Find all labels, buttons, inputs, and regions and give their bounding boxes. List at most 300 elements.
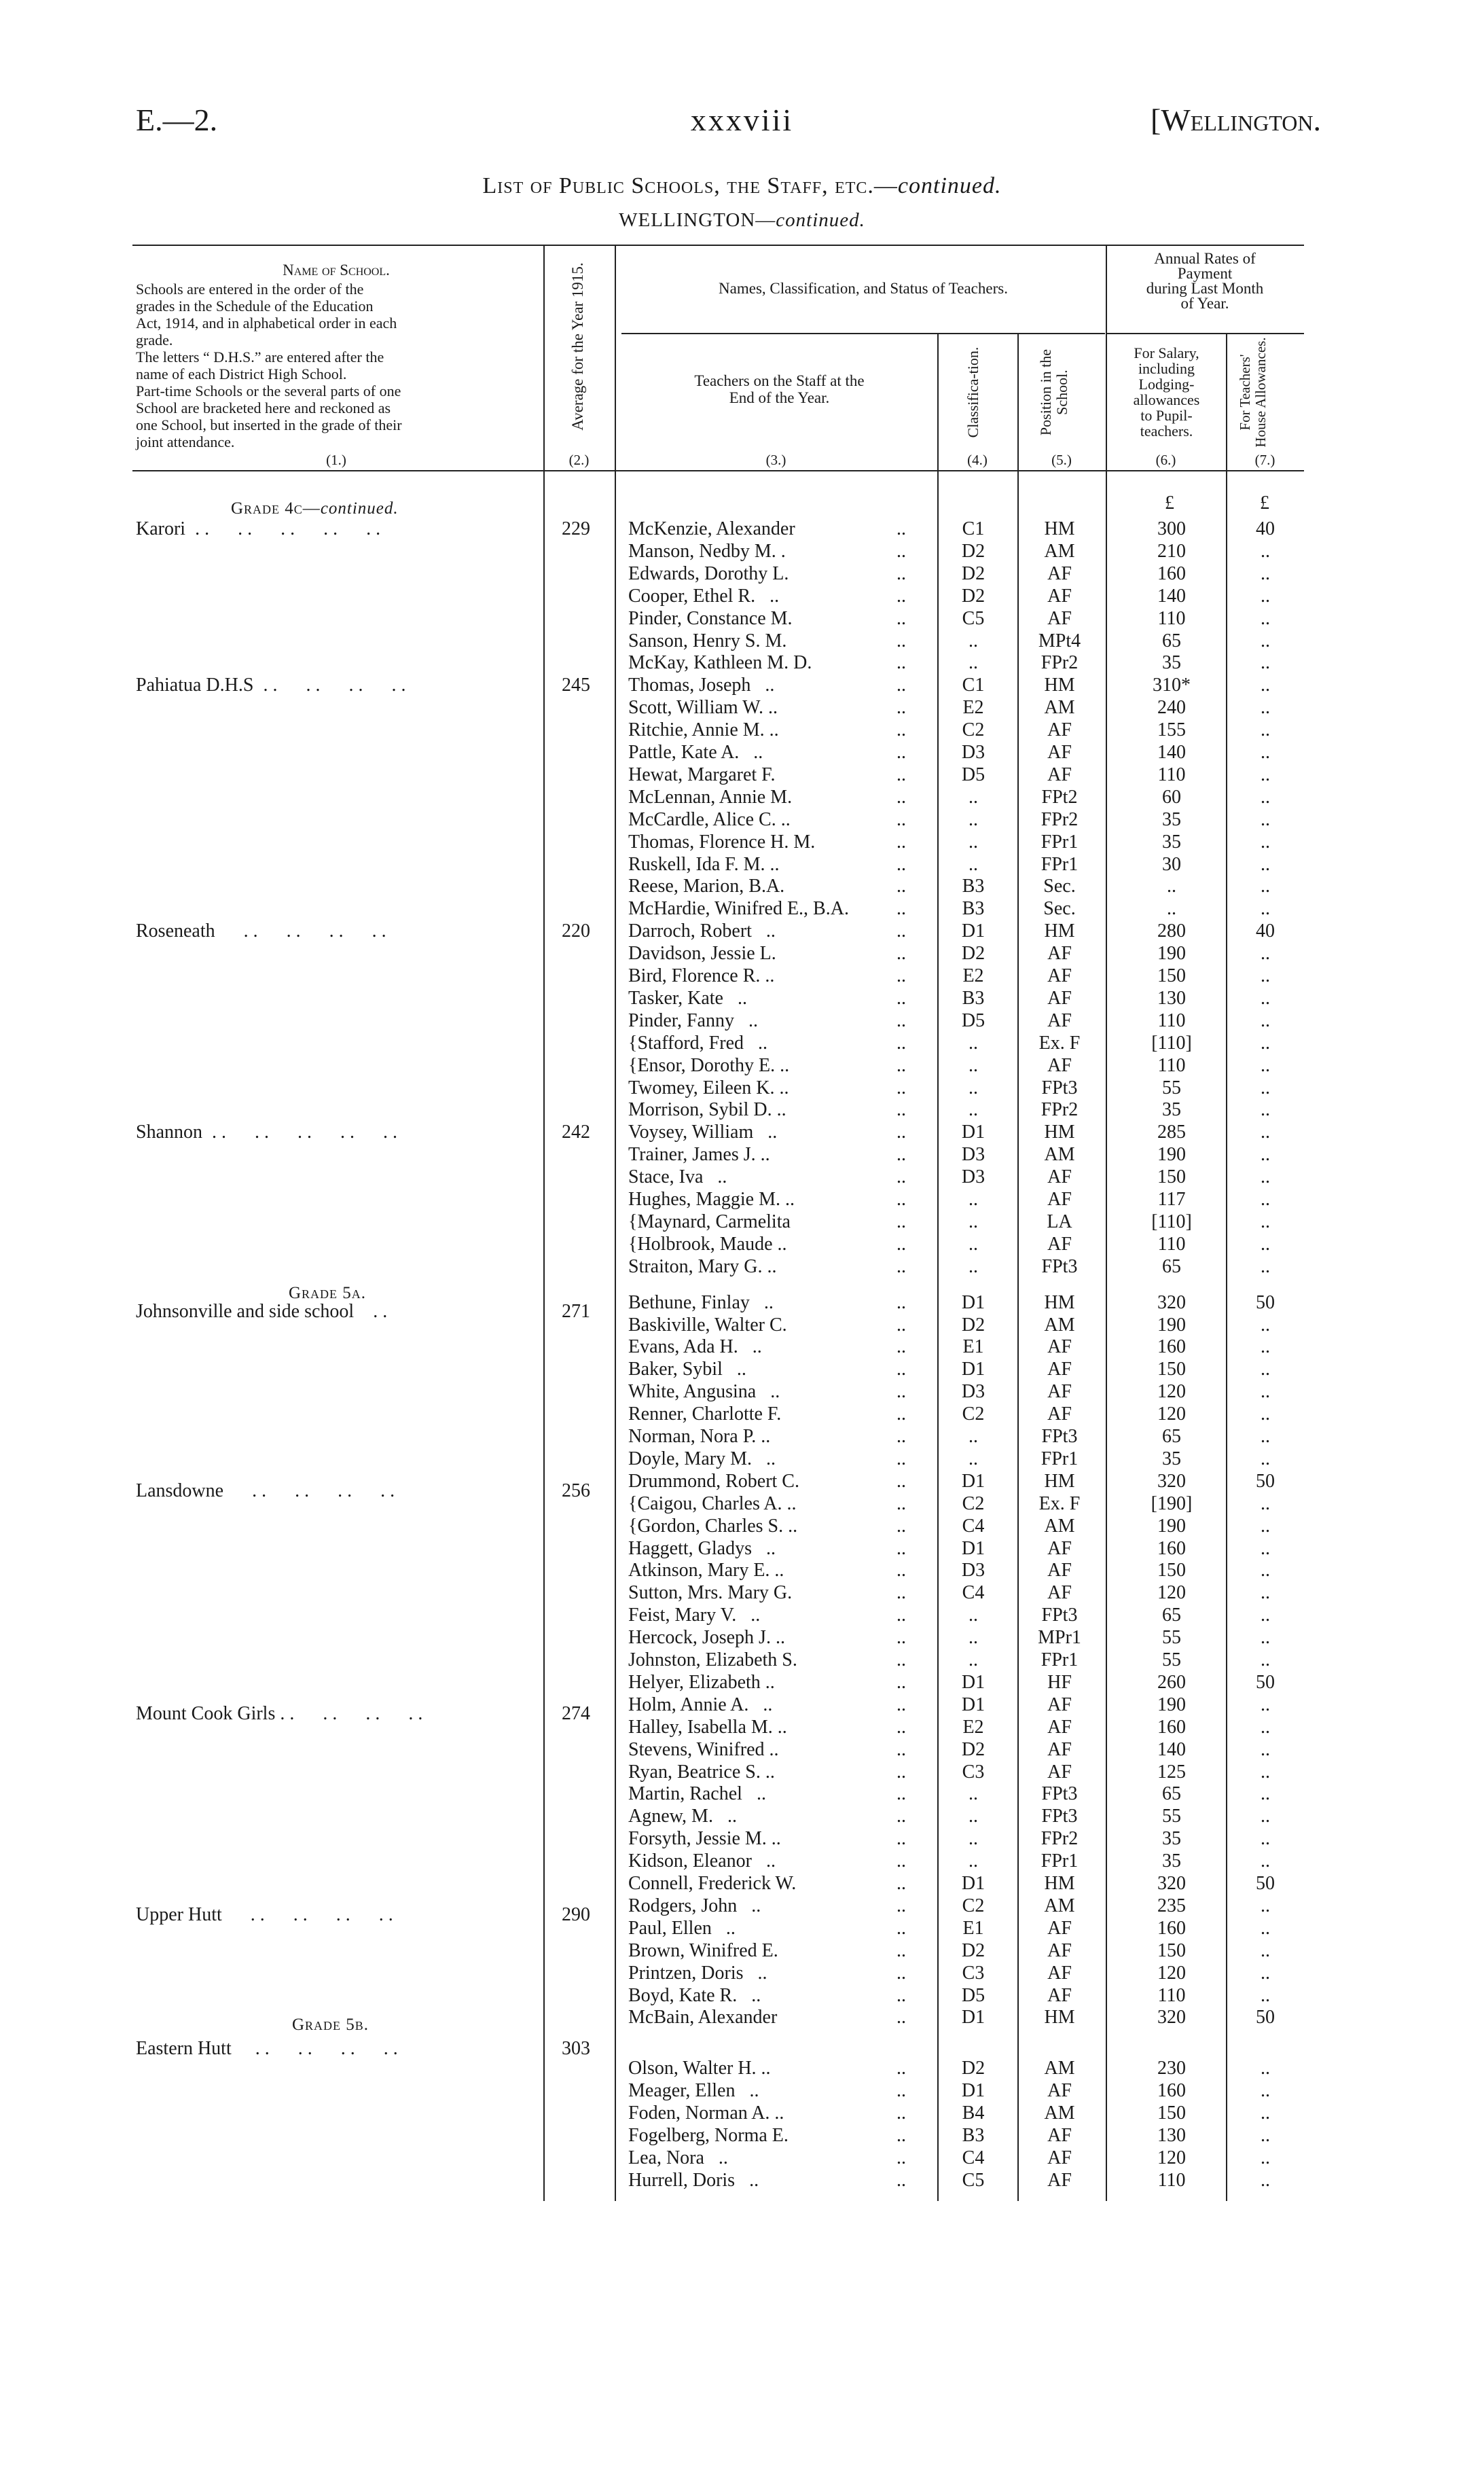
teacher-classification: E1 bbox=[962, 1917, 984, 1939]
teacher-name: Sutton, Mrs. Mary G. bbox=[628, 1582, 793, 1604]
teacher-row bbox=[0, 1144, 1484, 1166]
teacher-position: AF bbox=[1047, 1009, 1072, 1031]
teacher-position: FPt3 bbox=[1041, 1077, 1078, 1098]
teacher-row bbox=[0, 2103, 1484, 2125]
teacher-classification: C5 bbox=[962, 607, 985, 629]
teacher-name: Darroch, Robert .. bbox=[628, 920, 776, 942]
teacher-salary: 260 bbox=[1157, 1671, 1186, 1693]
teacher-name: Brown, Winifred E. bbox=[628, 1939, 778, 1961]
teacher-house-allowance: .. bbox=[1261, 764, 1270, 785]
teacher-house-allowance: 40 bbox=[1256, 920, 1275, 942]
teacher-row bbox=[0, 518, 1484, 541]
teacher-name: Connell, Frederick W. bbox=[628, 1873, 797, 1894]
teacher-row bbox=[0, 988, 1484, 1010]
school-average: 303 bbox=[562, 2038, 590, 2059]
leader-dots: .. bbox=[897, 2103, 906, 2124]
grade-heading-5b: Grade 5b. bbox=[292, 2016, 369, 2034]
leader-dots: .. bbox=[897, 764, 906, 785]
teacher-house-allowance: .. bbox=[1261, 876, 1270, 897]
leader-dots: .. bbox=[897, 987, 906, 1009]
teacher-name: Ryan, Beatrice S. .. bbox=[628, 1761, 775, 1783]
school-leader-dots: . . . . . . . . bbox=[215, 920, 386, 942]
teacher-row bbox=[0, 719, 1484, 742]
teacher-salary: 55 bbox=[1162, 1806, 1181, 1827]
teacher-position: AF bbox=[1047, 1381, 1072, 1403]
teacher-house-allowance: .. bbox=[1261, 652, 1270, 674]
teacher-classification: D2 bbox=[961, 1939, 985, 1961]
leader-dots: .. bbox=[897, 1314, 906, 1336]
teacher-classification: C1 bbox=[962, 518, 985, 539]
teacher-classification: D5 bbox=[961, 1984, 985, 2006]
teacher-row bbox=[0, 1850, 1484, 1873]
col1-note-line: School are bracketed here and reckoned as bbox=[136, 399, 391, 416]
teacher-house-allowance: .. bbox=[1261, 1426, 1270, 1447]
teacher-row bbox=[0, 1761, 1484, 1784]
leader-dots: .. bbox=[897, 1716, 906, 1738]
leader-dots: .. bbox=[897, 719, 906, 741]
leader-dots: .. bbox=[897, 1649, 906, 1670]
school-name-text: Pahiatua D.H.S bbox=[136, 675, 254, 696]
col67-header-line: Payment bbox=[1177, 265, 1233, 282]
teacher-name: Thomas, Joseph .. bbox=[628, 675, 775, 696]
teacher-row bbox=[0, 809, 1484, 831]
teacher-house-allowance: 50 bbox=[1256, 1291, 1275, 1313]
leader-dots: .. bbox=[897, 853, 906, 875]
teacher-row bbox=[0, 1426, 1484, 1448]
teacher-name: Bird, Florence R. .. bbox=[628, 965, 775, 986]
teacher-house-allowance: .. bbox=[1261, 1582, 1270, 1604]
leader-dots: .. bbox=[897, 1895, 906, 1916]
school-average: 245 bbox=[562, 675, 590, 696]
teacher-salary: 35 bbox=[1162, 831, 1181, 853]
teacher-classification: .. bbox=[969, 1189, 978, 1210]
teacher-name: {Ensor, Dorothy E. .. bbox=[628, 1054, 790, 1076]
teacher-position: AF bbox=[1047, 585, 1072, 607]
teacher-row bbox=[0, 608, 1484, 630]
col6-header bbox=[1107, 345, 1226, 439]
teacher-classification: D3 bbox=[961, 1381, 985, 1403]
teacher-row bbox=[0, 1493, 1484, 1516]
teacher-classification: D1 bbox=[961, 1873, 985, 1894]
teacher-classification: .. bbox=[969, 1211, 978, 1232]
teacher-position: Sec. bbox=[1043, 898, 1076, 920]
school-average: 242 bbox=[562, 1122, 590, 1143]
teacher-row bbox=[0, 1471, 1484, 1493]
teacher-salary: 190 bbox=[1157, 1694, 1186, 1715]
teacher-house-allowance: .. bbox=[1261, 562, 1270, 584]
teacher-classification: D1 bbox=[961, 1470, 985, 1492]
leader-dots: .. bbox=[897, 585, 906, 607]
school-leader-dots: . . . . . . . . bbox=[231, 2038, 398, 2059]
col-number-3: (3.) bbox=[765, 452, 786, 468]
teacher-name: Stevens, Winifred .. bbox=[628, 1738, 779, 1760]
teacher-position: AF bbox=[1047, 943, 1072, 965]
teacher-salary: 130 bbox=[1157, 2125, 1186, 2146]
teacher-classification: D3 bbox=[961, 1144, 985, 1166]
teacher-salary: .. bbox=[1167, 898, 1176, 920]
col1-title: Name of School. bbox=[283, 262, 390, 279]
teacher-salary: 190 bbox=[1157, 1144, 1186, 1166]
teacher-classification: .. bbox=[969, 1255, 978, 1277]
teacher-salary: 30 bbox=[1162, 853, 1181, 875]
teacher-row bbox=[0, 652, 1484, 675]
teacher-salary: 210 bbox=[1157, 540, 1186, 562]
teacher-name: McLennan, Annie M. bbox=[628, 786, 793, 808]
region-title bbox=[0, 209, 1484, 232]
leader-dots: .. bbox=[897, 742, 906, 763]
teacher-name: Agnew, M. .. bbox=[628, 1806, 737, 1827]
teacher-name: McKay, Kathleen M. D. bbox=[628, 652, 812, 674]
teacher-house-allowance: .. bbox=[1261, 1336, 1270, 1358]
teacher-house-allowance: .. bbox=[1261, 808, 1270, 830]
teacher-row bbox=[0, 1783, 1484, 1806]
teacher-salary: 65 bbox=[1162, 1255, 1181, 1277]
teacher-classification: .. bbox=[969, 1783, 978, 1805]
teacher-position: FPr1 bbox=[1040, 853, 1079, 875]
leader-dots: .. bbox=[897, 1850, 906, 1872]
teacher-row bbox=[0, 2007, 1484, 2029]
teacher-salary: 280 bbox=[1157, 920, 1186, 942]
teacher-name: Fogelberg, Norma E. bbox=[628, 2125, 789, 2146]
header-mid-rule-teachers bbox=[621, 333, 1105, 334]
leader-dots: .. bbox=[897, 1560, 906, 1581]
leader-dots: .. bbox=[897, 1738, 906, 1760]
teacher-position: Sec. bbox=[1043, 876, 1076, 897]
teacher-position: FPt3 bbox=[1041, 1605, 1078, 1626]
teacher-name: Drummond, Robert C. bbox=[628, 1470, 799, 1492]
teacher-name: Evans, Ada H. .. bbox=[628, 1336, 762, 1358]
teacher-house-allowance: .. bbox=[1261, 786, 1270, 808]
list-title bbox=[0, 173, 1484, 199]
leader-dots: .. bbox=[897, 1211, 906, 1232]
teacher-position: AF bbox=[1047, 1761, 1072, 1783]
teacher-row bbox=[0, 2147, 1484, 2170]
teacher-row bbox=[0, 1010, 1484, 1033]
teacher-position: AM bbox=[1044, 2058, 1075, 2079]
teacher-salary: 320 bbox=[1157, 1873, 1186, 1894]
leader-dots: .. bbox=[897, 1009, 906, 1031]
teacher-salary: 35 bbox=[1162, 1448, 1181, 1469]
teacher-classification: C3 bbox=[962, 1962, 985, 1984]
teacher-position: AM bbox=[1044, 1515, 1075, 1537]
teacher-salary: 160 bbox=[1157, 1716, 1186, 1738]
col-number-6: (6.) bbox=[1155, 452, 1176, 468]
leader-dots: .. bbox=[897, 1783, 906, 1805]
teacher-house-allowance: .. bbox=[1261, 697, 1270, 719]
school-average: 271 bbox=[562, 1301, 590, 1322]
teacher-row bbox=[0, 1055, 1484, 1077]
teacher-position: AF bbox=[1047, 562, 1072, 584]
col4-header: Classifica-tion. bbox=[964, 346, 981, 438]
leader-dots: .. bbox=[897, 1939, 906, 1961]
teacher-position: AF bbox=[1047, 965, 1072, 986]
teacher-salary: 160 bbox=[1157, 562, 1186, 584]
teacher-row bbox=[0, 764, 1484, 787]
col-number-2: (2.) bbox=[568, 452, 590, 468]
col6-header-line: to Pupil- bbox=[1140, 407, 1193, 424]
teacher-house-allowance: .. bbox=[1261, 1403, 1270, 1425]
leader-dots: .. bbox=[897, 1166, 906, 1188]
teacher-row bbox=[0, 965, 1484, 988]
leader-dots: .. bbox=[897, 2169, 906, 2191]
teacher-salary: 65 bbox=[1162, 1783, 1181, 1805]
teacher-salary: 65 bbox=[1162, 1605, 1181, 1626]
teacher-house-allowance: .. bbox=[1261, 1211, 1270, 1232]
leader-dots: .. bbox=[897, 1448, 906, 1469]
teacher-classification: D3 bbox=[961, 1166, 985, 1188]
teacher-salary: 120 bbox=[1157, 1962, 1186, 1984]
teacher-classification: .. bbox=[969, 652, 978, 674]
teacher-row bbox=[0, 675, 1484, 697]
teacher-position: FPr1 bbox=[1040, 1850, 1079, 1872]
teacher-house-allowance: .. bbox=[1261, 1077, 1270, 1098]
col6-header-line: allowances bbox=[1133, 391, 1200, 408]
teacher-house-allowance: .. bbox=[1261, 898, 1270, 920]
col6-header-line: Lodging- bbox=[1138, 376, 1195, 393]
leader-dots: .. bbox=[897, 831, 906, 853]
teacher-salary: 55 bbox=[1162, 1627, 1181, 1649]
school-leader-dots: . . . . . . . . bbox=[253, 675, 406, 696]
grade-label-cont: continued. bbox=[320, 499, 399, 518]
teacher-house-allowance: .. bbox=[1261, 2058, 1270, 2079]
col7-header: For Teachers' House Allowances. bbox=[1237, 337, 1269, 448]
teacher-classification: D3 bbox=[961, 742, 985, 763]
teacher-name: Forsyth, Jessie M. .. bbox=[628, 1828, 781, 1850]
teacher-name: Baker, Sybil .. bbox=[628, 1359, 746, 1380]
teacher-name: Doyle, Mary M. .. bbox=[628, 1448, 776, 1469]
teacher-name: Martin, Rachel .. bbox=[628, 1783, 766, 1805]
teacher-classification: D1 bbox=[961, 2080, 985, 2102]
teacher-classification: C3 bbox=[962, 1761, 985, 1783]
teacher-row bbox=[0, 2125, 1484, 2147]
teacher-salary: 150 bbox=[1157, 1560, 1186, 1581]
teacher-salary: 140 bbox=[1157, 1738, 1186, 1760]
teacher-position: AF bbox=[1047, 1537, 1072, 1559]
leader-dots: .. bbox=[897, 2125, 906, 2146]
leader-dots: .. bbox=[897, 1403, 906, 1425]
teacher-salary: 150 bbox=[1157, 1166, 1186, 1188]
teacher-salary: 35 bbox=[1162, 652, 1181, 674]
leader-dots: .. bbox=[897, 1381, 906, 1403]
school-average: 256 bbox=[562, 1480, 590, 1501]
teacher-classification: B3 bbox=[962, 876, 985, 897]
teacher-classification: D1 bbox=[961, 1359, 985, 1380]
teacher-row bbox=[0, 630, 1484, 653]
teacher-classification: .. bbox=[969, 1426, 978, 1447]
teacher-classification: .. bbox=[969, 630, 978, 651]
col1-note-line: one School, but inserted in the grade of their bbox=[136, 416, 402, 433]
teacher-name: Haggett, Gladys .. bbox=[628, 1537, 776, 1559]
teacher-house-allowance: .. bbox=[1261, 1605, 1270, 1626]
teacher-name: Trainer, James J. .. bbox=[628, 1144, 770, 1166]
teacher-name: Twomey, Eileen K. .. bbox=[628, 1077, 789, 1098]
teacher-position: AF bbox=[1047, 987, 1072, 1009]
teacher-classification: D2 bbox=[961, 1314, 985, 1336]
teacher-house-allowance: .. bbox=[1261, 1649, 1270, 1670]
teacher-row bbox=[0, 1963, 1484, 1985]
teacher-house-allowance: .. bbox=[1261, 1694, 1270, 1715]
teacher-row bbox=[0, 1403, 1484, 1426]
col1-note-line: Act, 1914, and in alphabetical order in each bbox=[136, 315, 397, 332]
leader-dots: .. bbox=[897, 1470, 906, 1492]
teacher-position: AF bbox=[1047, 719, 1072, 741]
teacher-house-allowance: .. bbox=[1261, 1032, 1270, 1054]
teacher-name: Ritchie, Annie M. .. bbox=[628, 719, 779, 741]
teacher-house-allowance: 50 bbox=[1256, 2007, 1275, 2028]
teacher-row bbox=[0, 541, 1484, 563]
leader-dots: .. bbox=[897, 965, 906, 986]
teacher-salary: 160 bbox=[1157, 1917, 1186, 1939]
leader-dots: .. bbox=[897, 1761, 906, 1783]
teacher-row bbox=[0, 1314, 1484, 1337]
teacher-position: Ex. F bbox=[1038, 1032, 1081, 1054]
col3-group-header: Names, Classification, and Status of Teachers. bbox=[719, 280, 1008, 297]
teacher-classification: D1 bbox=[961, 1694, 985, 1715]
teacher-salary: 190 bbox=[1157, 943, 1186, 965]
teacher-salary: 120 bbox=[1157, 2147, 1186, 2168]
teacher-row bbox=[0, 831, 1484, 854]
teacher-name: Printzen, Doris .. bbox=[628, 1962, 767, 1984]
teacher-name: Pattle, Kate A. .. bbox=[628, 742, 763, 763]
teacher-position: AF bbox=[1047, 1054, 1072, 1076]
teacher-name: Sanson, Henry S. M. bbox=[628, 630, 787, 651]
teacher-position: FPt3 bbox=[1041, 1783, 1078, 1805]
teacher-row bbox=[0, 2170, 1484, 2192]
teacher-name: Norman, Nora P. .. bbox=[628, 1426, 771, 1447]
teacher-salary: 230 bbox=[1157, 2058, 1186, 2079]
col-number-4: (4.) bbox=[967, 452, 988, 468]
teacher-position: FPr2 bbox=[1040, 652, 1079, 674]
teacher-position: MPr1 bbox=[1038, 1627, 1081, 1649]
teacher-house-allowance: .. bbox=[1261, 1984, 1270, 2006]
leader-dots: .. bbox=[897, 1627, 906, 1649]
teacher-house-allowance: .. bbox=[1261, 2080, 1270, 2102]
list-title-main: List of Public Schools, the Staff, etc.— bbox=[482, 173, 898, 198]
leader-dots: .. bbox=[897, 518, 906, 539]
teacher-classification: .. bbox=[969, 831, 978, 853]
col3-header-line: Teachers on the Staff at the bbox=[694, 372, 865, 389]
teacher-classification: D2 bbox=[961, 2058, 985, 2079]
teacher-salary: 65 bbox=[1162, 1426, 1181, 1447]
leader-dots: .. bbox=[897, 1099, 906, 1121]
teacher-classification: B3 bbox=[962, 2125, 985, 2146]
teacher-house-allowance: .. bbox=[1261, 2147, 1270, 2168]
teacher-classification: .. bbox=[969, 1054, 978, 1076]
teacher-position: AF bbox=[1047, 2080, 1072, 2102]
teacher-salary: 65 bbox=[1162, 630, 1181, 651]
teacher-position: HM bbox=[1044, 1291, 1075, 1313]
teacher-salary: 240 bbox=[1157, 697, 1186, 719]
teacher-position: FPr2 bbox=[1040, 1099, 1079, 1121]
teacher-classification: C4 bbox=[962, 1582, 985, 1604]
teacher-position: HM bbox=[1044, 2007, 1075, 2028]
grade-heading-5a: Grade 5a. bbox=[289, 1284, 367, 1302]
teacher-classification: .. bbox=[969, 1448, 978, 1469]
teacher-position: FPt3 bbox=[1041, 1255, 1078, 1277]
teacher-position: AF bbox=[1047, 2169, 1072, 2191]
school-average: 290 bbox=[562, 1904, 590, 1925]
teacher-classification: C2 bbox=[962, 1492, 985, 1514]
school-name bbox=[136, 2038, 537, 2060]
region-title-main: WELLINGTON— bbox=[619, 209, 776, 231]
school-name-text: Upper Hutt bbox=[136, 1904, 222, 1925]
teacher-name: {Holbrook, Maude .. bbox=[628, 1233, 787, 1255]
teacher-classification: C2 bbox=[962, 1403, 985, 1425]
leader-dots: .. bbox=[897, 1189, 906, 1210]
running-head-right: [Wellington. bbox=[1151, 103, 1321, 137]
teacher-house-allowance: .. bbox=[1261, 585, 1270, 607]
teacher-position: FPr1 bbox=[1040, 831, 1079, 853]
teacher-name: McKenzie, Alexander bbox=[628, 518, 795, 539]
school-name-text: Johnsonville and side school bbox=[136, 1301, 355, 1322]
teacher-classification: C5 bbox=[962, 2169, 985, 2191]
teacher-row bbox=[0, 2058, 1484, 2080]
teacher-house-allowance: .. bbox=[1261, 1627, 1270, 1649]
teacher-position: AF bbox=[1047, 764, 1072, 785]
teacher-position: AF bbox=[1047, 742, 1072, 763]
teacher-position: AF bbox=[1047, 1233, 1072, 1255]
teacher-position: FPr2 bbox=[1040, 808, 1079, 830]
teacher-house-allowance: .. bbox=[1261, 1806, 1270, 1827]
teacher-salary: 320 bbox=[1157, 2007, 1186, 2028]
page-number: xxxviii bbox=[690, 103, 794, 137]
teacher-salary: 60 bbox=[1162, 786, 1181, 808]
leader-dots: .. bbox=[897, 1873, 906, 1894]
teacher-row bbox=[0, 1166, 1484, 1189]
teacher-row bbox=[0, 1672, 1484, 1694]
teacher-salary: 300 bbox=[1157, 518, 1186, 539]
leader-dots: .. bbox=[897, 540, 906, 562]
school-name-text: Karori bbox=[136, 518, 186, 539]
teacher-salary: 150 bbox=[1157, 2103, 1186, 2124]
teacher-salary: 160 bbox=[1157, 1537, 1186, 1559]
teacher-name: Hughes, Maggie M. .. bbox=[628, 1189, 795, 1210]
teacher-salary: 320 bbox=[1157, 1470, 1186, 1492]
region-title-cont: continued. bbox=[776, 209, 865, 231]
teacher-salary: 310* bbox=[1153, 675, 1191, 696]
teacher-position: MPt4 bbox=[1038, 630, 1081, 651]
teacher-row bbox=[0, 1099, 1484, 1122]
teacher-salary: 150 bbox=[1157, 1359, 1186, 1380]
teacher-classification: C2 bbox=[962, 719, 985, 741]
teacher-house-allowance: 50 bbox=[1256, 1671, 1275, 1693]
teacher-position: HM bbox=[1044, 1470, 1075, 1492]
teacher-house-allowance: .. bbox=[1261, 1233, 1270, 1255]
teacher-salary: 110 bbox=[1157, 607, 1186, 629]
teacher-row bbox=[0, 1560, 1484, 1582]
teacher-classification: D2 bbox=[961, 540, 985, 562]
teacher-name: Hercock, Joseph J. .. bbox=[628, 1627, 785, 1649]
teacher-position: FPr2 bbox=[1040, 1828, 1079, 1850]
leader-dots: .. bbox=[897, 1054, 906, 1076]
teacher-row bbox=[0, 1211, 1484, 1234]
teacher-classification: .. bbox=[969, 786, 978, 808]
teacher-row bbox=[0, 1806, 1484, 1828]
leader-dots: .. bbox=[897, 607, 906, 629]
col1-note-line: joint attendance. bbox=[136, 433, 235, 450]
teacher-row bbox=[0, 1694, 1484, 1717]
teacher-house-allowance: .. bbox=[1261, 1189, 1270, 1210]
teacher-house-allowance: .. bbox=[1261, 1850, 1270, 1872]
teacher-house-allowance: .. bbox=[1261, 742, 1270, 763]
teacher-salary: 35 bbox=[1162, 1850, 1181, 1872]
teacher-row bbox=[0, 1918, 1484, 1940]
col67-header-line: of Year. bbox=[1180, 295, 1229, 312]
leader-dots: .. bbox=[897, 1806, 906, 1827]
leader-dots: .. bbox=[897, 697, 906, 719]
teacher-name: Cooper, Ethel R. .. bbox=[628, 585, 780, 607]
teacher-salary: 320 bbox=[1157, 1291, 1186, 1313]
